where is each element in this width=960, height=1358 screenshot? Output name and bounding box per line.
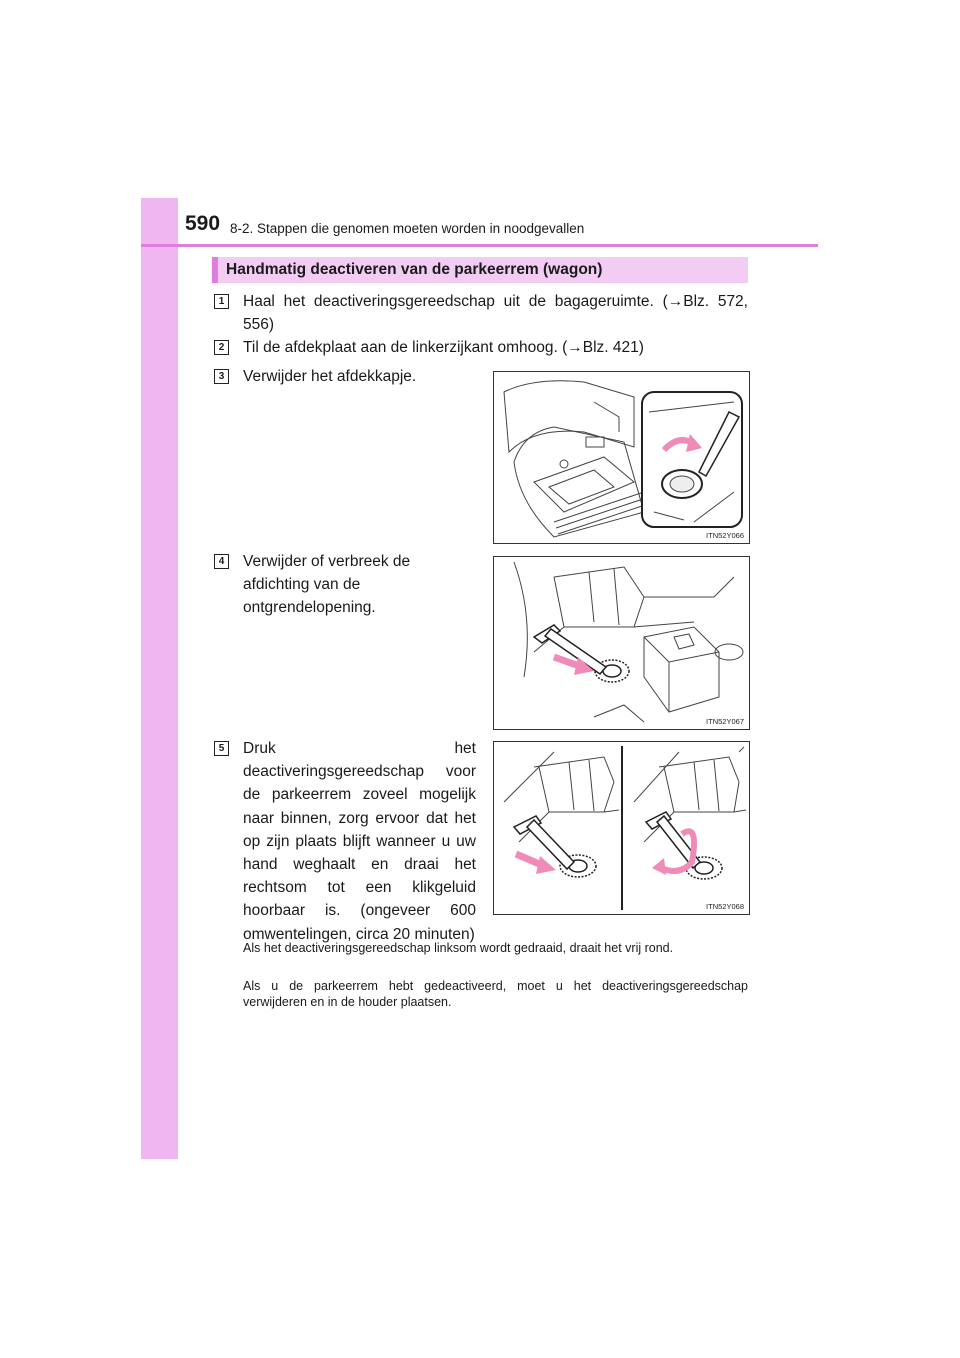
side-margin-band (141, 198, 178, 1159)
step-number-badge: 5 (214, 741, 229, 756)
cargo-floor-illustration (494, 372, 749, 543)
figure-code: ITN52Y066 (706, 531, 744, 540)
step-number-badge: 4 (214, 554, 229, 569)
section-title: Handmatig deactiveren van de parkeerrem (wagon) (226, 261, 603, 278)
step-number-badge: 3 (214, 369, 229, 384)
figure-code: ITN52Y067 (706, 717, 744, 726)
step-5-text: Druk het deactiveringsgereedschap voor de parkeerrem zoveel mogelijk naar binnen, zorg ervoor dat het op zijn plaats blijft wanneer u uw hand weghaalt en draai het rechtsom tot een klikgeluid hoorbaar is. (ongeveer 600 omwentelingen, circa 20 minuten) (243, 740, 476, 943)
step-number-badge: 1 (214, 294, 229, 309)
page-number: 590 (185, 212, 221, 235)
note-counterclockwise: Als het deactiveringsgereedschap linksom wordt gedraaid, draait het vrij rond. (243, 941, 674, 955)
release-opening-illustration (494, 557, 749, 729)
turn-tool-illustration (494, 742, 749, 914)
figure-turn-tool (493, 741, 750, 915)
figure-code: ITN52Y068 (706, 902, 744, 911)
step-1-text: Haal het deactiveringsgereedschap uit de bagageruimte. (→Blz. 572, 556) (243, 293, 748, 333)
note-store-tool: Als u de parkeerrem hebt gedeactiveerd, moet u het deactiveringsgereedschap verwijderen en in de houder plaatsen. (243, 979, 748, 1009)
figure-seal-removal (493, 556, 750, 730)
header-divider (141, 244, 818, 247)
step-number-badge: 2 (214, 340, 229, 355)
figure-cover-cap-removal (493, 371, 750, 544)
step-2-text: Til de afdekplaat aan de linkerzijkant omhoog. (→Blz. 421) (243, 339, 644, 356)
chapter-header: 8-2. Stappen die genomen moeten worden in noodgevallen (230, 221, 585, 236)
section-title-bar (212, 257, 748, 283)
step-4-text: Verwijder of verbreek de afdichting van de ontgrendelopening. (243, 553, 411, 616)
section-title-accent (212, 257, 218, 283)
step-3-text: Verwijder het afdekkapje. (243, 368, 417, 385)
